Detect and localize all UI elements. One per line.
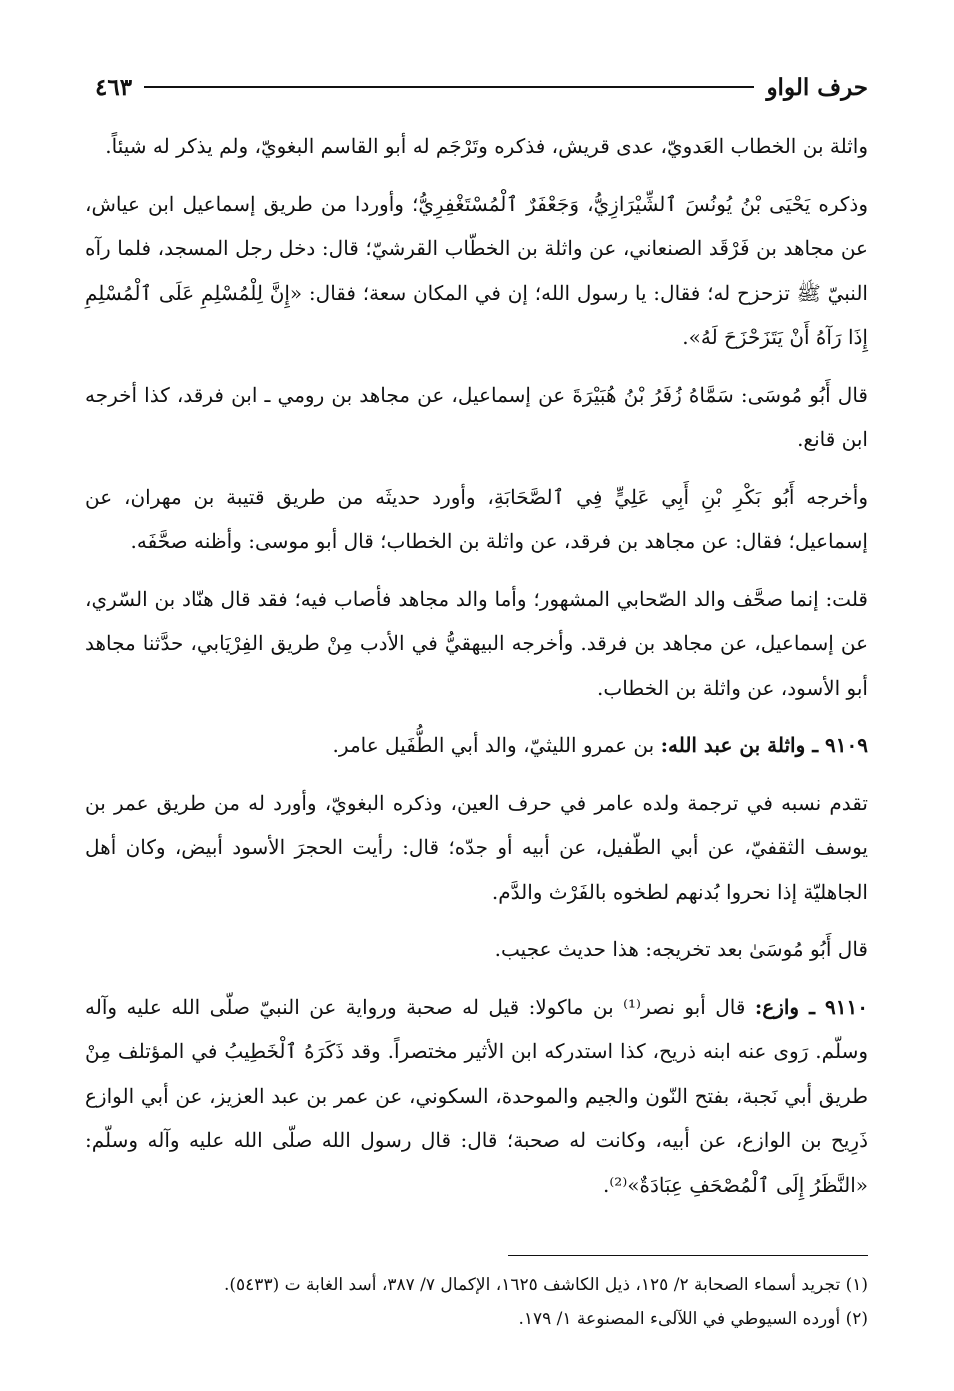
entry-heading: ٩١١٠ ـ وازع: — [754, 994, 869, 1019]
paragraph-text: قال أَبُو مُوسَىٰ بعد تخريجه: هذا حديث عجيب. — [494, 937, 868, 961]
paragraph-text: قال أبو نصر⁽¹⁾ بن ماكولا: قيل له صحبة ورواية عن النبيّ صلّى الله عليه وآله وسلّم. رَوى عنه ابنه ذريح، كذا استدركه ابن الأثير مختصراً. وقد ذَكَرَهُ ٱلْخَطِيبُ في المؤتلف مِنْ طريق أبي نَجبة، بفتح النّون والجيم والموحدة، السكوني، عن عمر بن عبد العزيز، عن أبي الوازع ذَرِيح بن الوازع، عن أبيه، وكانت له صحبة؛ قال: قال رسول الله صلّى الله عليه وآله وسلّم: «النَّظَرُ إِلَى ٱلْمُصْحَفِ عِبَادَةٌ»⁽²⁾. — [85, 994, 868, 1197]
paragraph-text: قال أَبُو مُوسَى: سَمَّاهُ زُفَرُ بْنُ هُبَيْرَةَ عن إسماعيل، عن مجاهد بن رومي ـ ابن فرقد، كذا أخرجه ابن قانع. — [85, 382, 868, 451]
paragraph — [85, 475, 868, 564]
paragraph — [85, 182, 868, 360]
entry-heading: ٩١٠٩ ـ واثلة بن عبد الله: — [660, 733, 868, 757]
paragraph-text: قلت: إنما صحَّف والد الصّحابي المشهور؛ وأما والد مجاهد فأصاب فيه؛ فقد قال هنّاد بن السّري، عن إسماعيل، عن مجاهد بن فرقد. وأخرجه البيهقيُّ في الأدب مِنْ طريق الفِرْيَابي، حدَّثنا مجاهد أبو الأسود، عن واثلة بن الخطاب. — [85, 586, 868, 700]
footnotes — [85, 1268, 868, 1336]
paragraph-text: تقدم نسبه في ترجمة ولده عامر في حرف العين، وذكره البغويّ، وأورد له من طريق عمر بن يوسف الثقفيّ، عن أبي الطّفيل، عن أبيه أو جدّه؛ قال: رأيت الحجرَ الأسود أبيض، وكان أهل الجاهليّة إذا نحروا بُدنهم لطخوه بالفَرْث والدَّم. — [85, 790, 868, 904]
footnote-rule — [508, 1255, 868, 1256]
footnote: (١) تجريد أسماء الصحابة ٢/ ١٢٥، ذيل الكاشف ١٦٢٥، الإكمال ٧/ ٣٨٧، أسد الغابة ت (٥٤٣٣). — [224, 1275, 868, 1295]
paragraph — [85, 577, 868, 711]
paragraph-text: واثلة بن الخطاب العَدويّ، عدى قريش، فذكره وتَرْجَم له أبو القاسم البغويّ، ولم يذكر له شيئاً. — [105, 134, 868, 158]
paragraph — [85, 927, 868, 972]
paragraph — [85, 781, 868, 915]
paragraph — [85, 124, 868, 169]
paragraph — [85, 373, 868, 462]
paragraph-text: وأخرجه أَبُو بَكْرِ بْنِ أَبِي عَلِيٍّ فِي ٱلصَّحَابَةِ، وأورد حديثَه من طريق قتيبة بن مهران، عن إسماعيل؛ فقال: عن مجاهد بن فرقد، عن واثلة بن الخطاب؛ قال أبو موسى: وأظنه صحَّفَه. — [85, 484, 868, 553]
paragraph — [85, 723, 868, 768]
main-text — [85, 124, 868, 1220]
paragraph-text: وذكره يَحْيَى بْنُ يُونُسَ ٱلشِّيْرَازِيُّ، وَجَعْفَرٌ ٱلْمُسْتَغْفِرِيُّ؛ وأوردا من طريق إسماعيل ابن عياش، عن مجاهد بن فَرْقَد الصنعاني، عن واثلة بن الخطّاب القرشيّ؛ قال: دخل رجل المسجد، فلما رآه النبيّ ﷺ تزحزح له؛ فقال: يا رسول الله؛ إن في المكان سعة؛ فقال: «إِنَّ لِلْمُسْلِمِ عَلَى ٱلْمُسْلِمِ إِذَا رَآهُ أَنْ يَتَزَحْزَحَ لَهُ». — [85, 191, 868, 349]
footnote: (٢) أورده السيوطي في اللآلىء المصنوعة ١/ ١٧٩. — [518, 1309, 868, 1329]
paragraph-text: بن عمرو الليثيّ، والد أبي الطُّفَيل عامر. — [332, 733, 655, 757]
header-rule — [144, 86, 754, 88]
page-number: ٤٦٣ — [95, 73, 133, 101]
chapter-title: حرف الواو — [766, 73, 868, 101]
paragraph — [85, 985, 868, 1208]
page-header — [95, 70, 868, 104]
